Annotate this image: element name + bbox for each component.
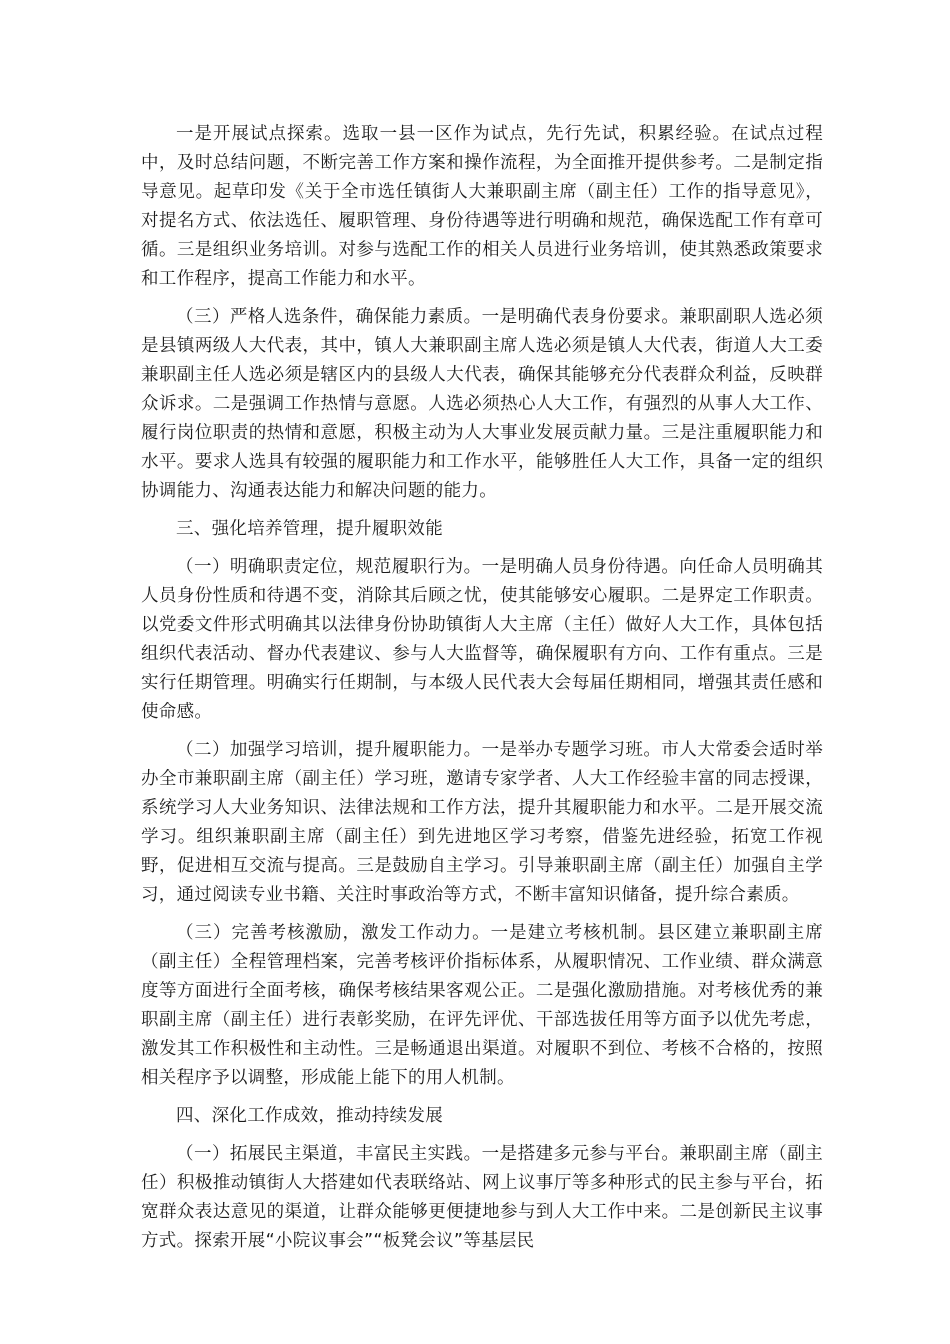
section-heading-deepen-results: 四、深化工作成效，推动持续发展 xyxy=(176,1106,443,1126)
paragraph-democratic-channels: （一）拓展民主渠道，丰富民主实践。一是搭建多元参与平台。兼职副主席（副主任）积极推动镇街人大搭建如代表联络站、网上议事厅等多种形式的民主参与平台，拓宽群众表达意见的渠道，让群众能够更便捷地参与到人大工作中来。二是创新民主议事方式。探索开展“小院议事会”“板凳会议”等基层民 xyxy=(141,1144,823,1251)
section-heading-training-management: 三、强化培养管理，提升履职效能 xyxy=(176,519,443,539)
paragraph-assessment-incentive: （三）完善考核激励，激发工作动力。一是建立考核机制。县区建立兼职副主席（副主任）全程管理档案，完善考核评价指标体系，从履职情况、工作业绩、群众满意度等方面进行全面考核，确保考核结果客观公正。二是强化激励措施。对考核优秀的兼职副主席（副主任）进行表彰奖励，在评先评优、干部选拔任用等方面予以优先考虑，激发其工作积极性和主动性。三是畅通退出渠道。对履职不到位、考核不合格的，按照相关程序予以调整，形成能上能下的用人机制。 xyxy=(141,923,823,1088)
paragraph-candidate-conditions: （三）严格人选条件，确保能力素质。一是明确代表身份要求。兼职副职人选必须是县镇两级人大代表，其中，镇人大兼职副主席人选必须是镇人大代表，街道人大工委兼职副主任人选必须是辖区内的县级人大代表，确保其能够充分代表群众利益，反映群众诉求。二是强调工作热情与意愿。人选必须热心人大工作，有强烈的从事人大工作、履行岗位职责的热情和意愿，积极主动为人大事业发展贡献力量。三是注重履职能力和水平。要求人选具有较强的履职能力和工作水平，能够胜任人大工作，具备一定的组织协调能力、沟通表达能力和解决问题的能力。 xyxy=(141,307,823,501)
paragraph-study-training: （二）加强学习培训，提升履职能力。一是举办专题学习班。市人大常委会适时举办全市兼职副主席（副主任）学习班，邀请专家学者、人大工作经验丰富的同志授课，系统学习人大业务知识、法律法规和工作方法，提升其履职能力和水平。二是开展交流学习。组织兼职副主席（副主任）到先进地区学习考察，借鉴先进经验，拓宽工作视野，促进相互交流与提高。三是鼓励自主学习。引导兼职副主席（副主任）加强自主学习，通过阅读专业书籍、关注时事政治等方式，不断丰富知识储备，提升综合素质。 xyxy=(141,740,823,905)
document-body xyxy=(141,120,823,1265)
paragraph-duties-positioning: （一）明确职责定位，规范履职行为。一是明确人员身份待遇。向任命人员明确其人员身份性质和待遇不变，消除其后顾之忧，使其能够安心履职。二是界定工作职责。以党委文件形式明确其以法律身份协助镇街人大主席（主任）做好人大工作，具体包括组织代表活动、督办代表建议、参与人大监督等，确保履职有方向、工作有重点。三是实行任期管理。明确实行任期制，与本级人民代表大会每届任期相同，增强其责任感和使命感。 xyxy=(141,557,823,722)
paragraph-pilot-exploration: 一是开展试点探索。选取一县一区作为试点，先行先试，积累经验。在试点过程中，及时总结问题，不断完善工作方案和操作流程，为全面推开提供参考。二是制定指导意见。起草印发《关于全市选任镇街人大兼职副主席（副主任）工作的指导意见》，对提名方式、依法选任、履职管理、身份待遇等进行明确和规范，确保选配工作有章可循。三是组织业务培训。对参与选配工作的相关人员进行业务培训，使其熟悉政策要求和工作程序，提高工作能力和水平。 xyxy=(141,124,823,289)
